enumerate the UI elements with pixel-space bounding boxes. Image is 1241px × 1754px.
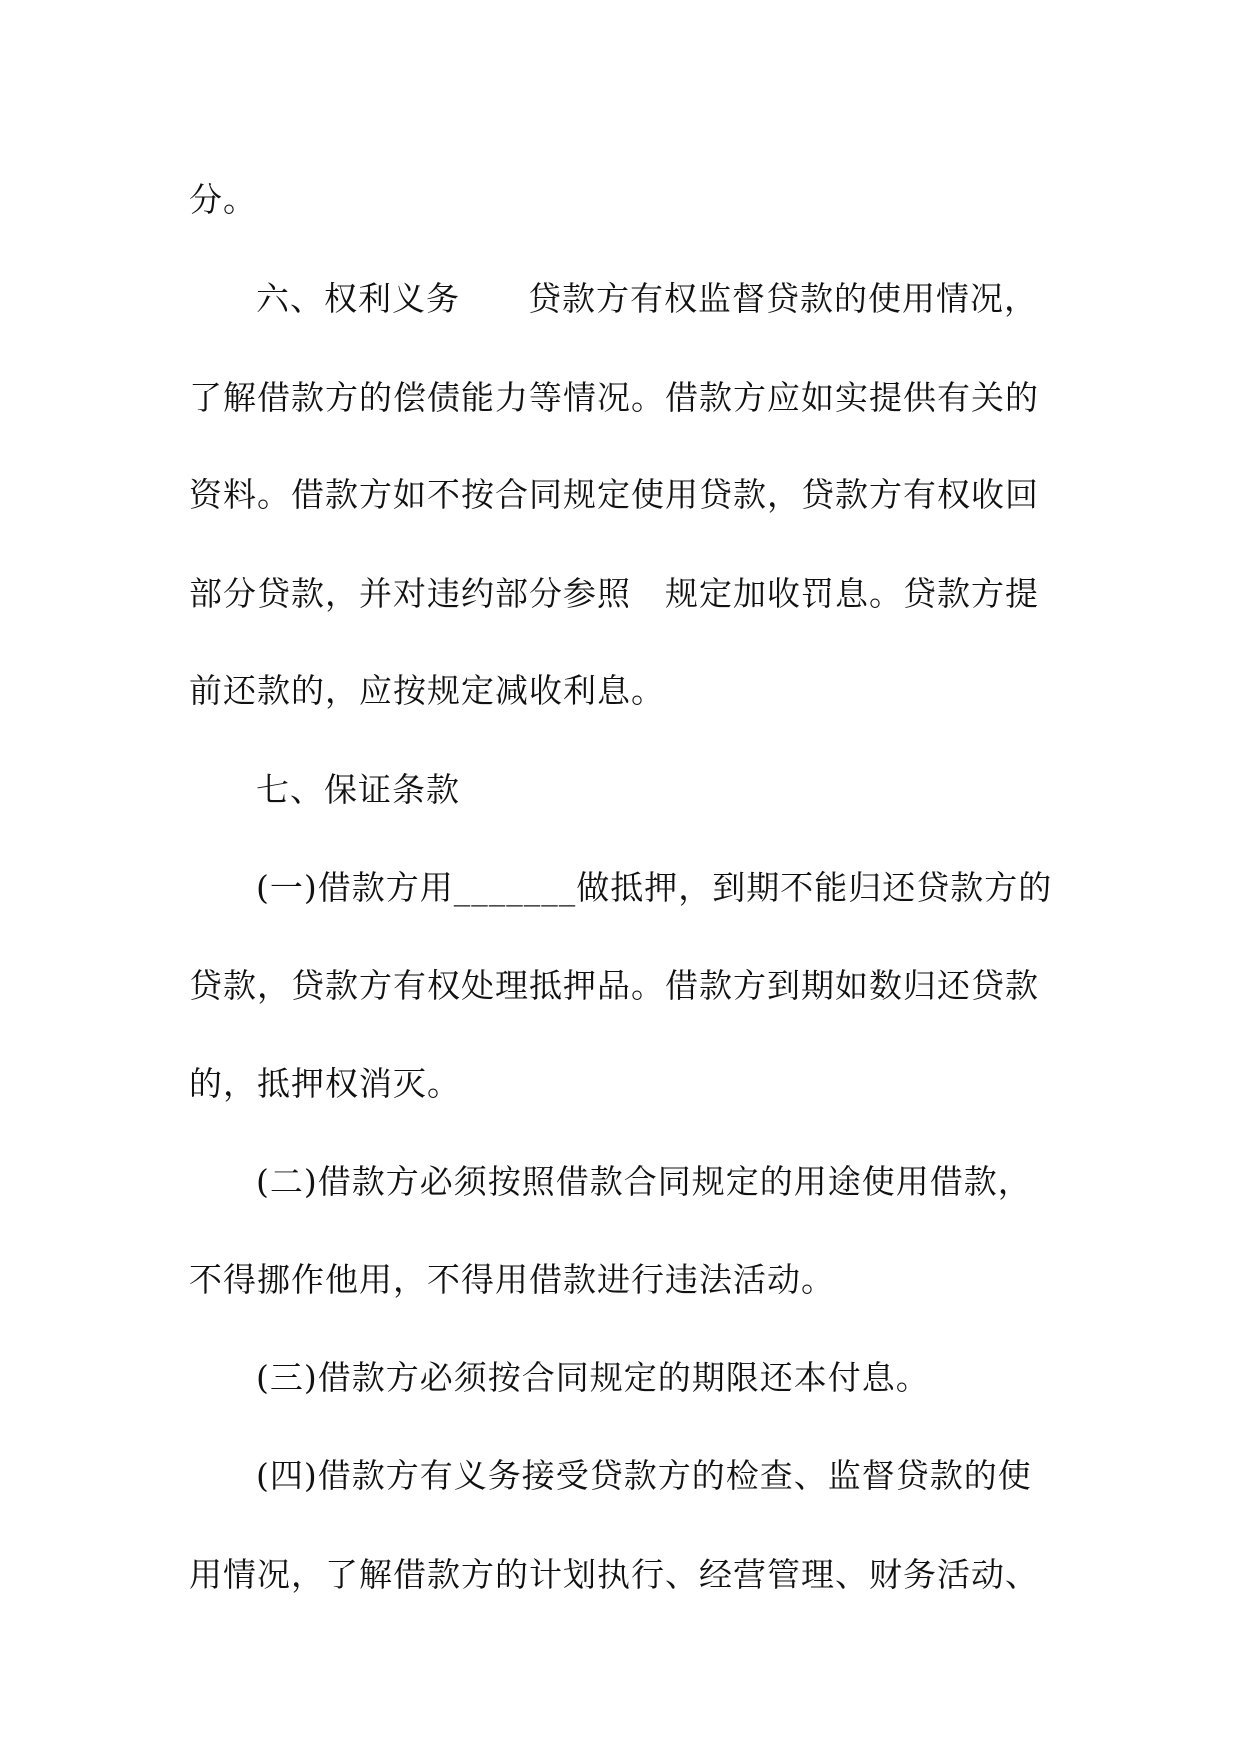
text-line-4: 资料。借款方如不按合同规定使用贷款，贷款方有权收回: [189, 475, 1039, 514]
clause-4-line: (四)借款方有义务接受贷款方的检查、监督贷款的使: [256, 1456, 1032, 1495]
text-line-12: 不得挪作他用，不得用借款进行违法活动。: [189, 1260, 835, 1299]
text-line-3: 了解借款方的偿债能力等情况。借款方应如实提供有关的: [189, 378, 1039, 417]
text-line-15: 用情况，了解借款方的计划执行、经营管理、财务活动、: [189, 1555, 1039, 1594]
clause-1-line: (一)借款方用_______做抵押，到期不能归还贷款方的: [256, 868, 1053, 907]
clause-3-line: (三)借款方必须按合同规定的期限还本付息。: [256, 1358, 930, 1397]
text-line-9: 贷款，贷款方有权处理抵押品。借款方到期如数归还贷款: [189, 966, 1039, 1005]
text-line-1: 分。: [189, 180, 257, 219]
text-line-5: 部分贷款，并对违约部分参照 规定加收罚息。贷款方提: [189, 574, 1039, 613]
text-line-6: 前还款的，应按规定减收利息。: [189, 671, 665, 710]
section-7-heading: 七、保证条款: [256, 770, 460, 809]
clause-2-line: (二)借款方必须按照借款合同规定的用途使用借款，: [256, 1162, 1032, 1201]
text-line-10: 的，抵押权消灭。: [189, 1064, 461, 1103]
section-6-heading-line: 六、权利义务 贷款方有权监督贷款的使用情况，: [256, 279, 1038, 318]
